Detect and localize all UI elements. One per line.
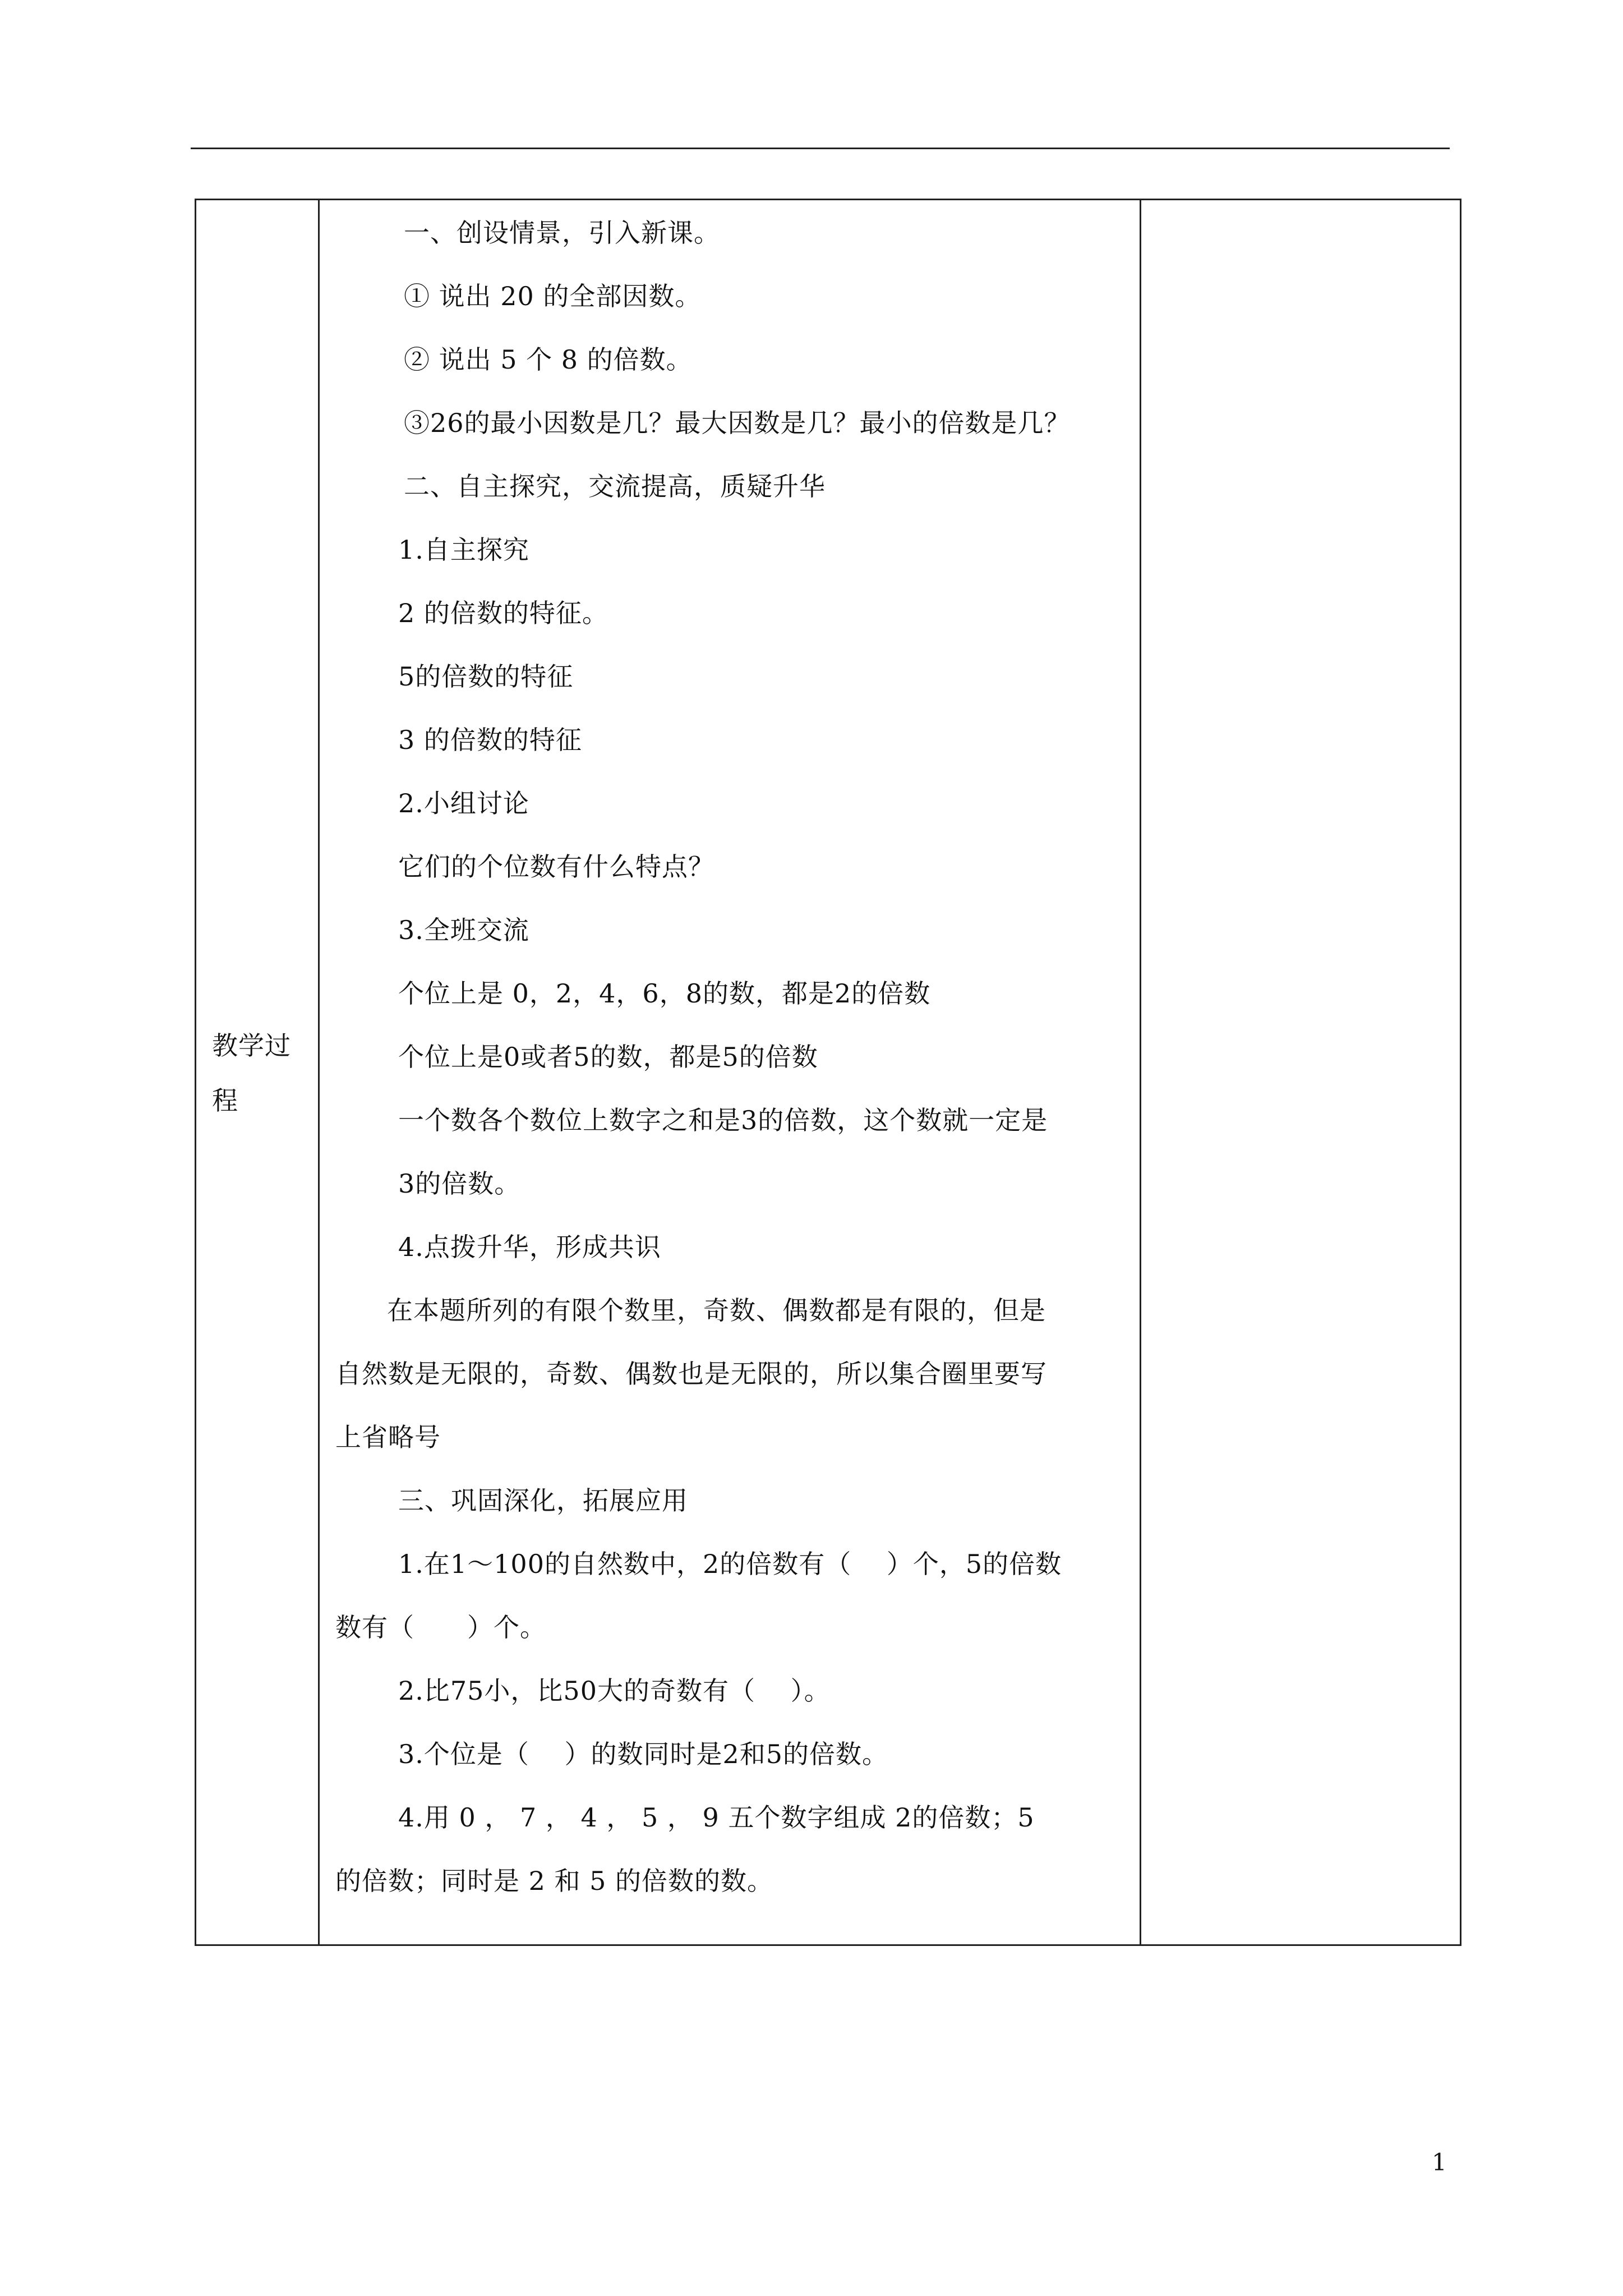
column-divider <box>318 200 320 1944</box>
content-line: 它们的个位数有什么特点？ <box>398 852 714 882</box>
content-line: 二、自主探究，交流提高，质疑升华 <box>404 471 826 501</box>
content-line: 三、巩固深化，拓展应用 <box>398 1485 688 1516</box>
content-line: 一、创设情景，引入新课。 <box>404 218 720 248</box>
notes-column <box>1150 200 1460 1944</box>
content-line: 在本题所列的有限个数里，奇数、偶数都是有限的，但是 <box>387 1295 1046 1326</box>
content-line: ② 说出 5 个 8 的倍数。 <box>404 344 693 375</box>
content-line: 一个数各个数位上数字之和是3的倍数，这个数就一定是 <box>398 1105 1048 1135</box>
content-line: 4.用 0 ， 7 ， 4 ， 5 ， 9 五个数字组成 2的倍数；5 <box>398 1802 1035 1833</box>
content-line: 的倍数；同时是 2 和 5 的倍数的数。 <box>335 1866 774 1896</box>
content-line: 数有（ ）个。 <box>335 1612 546 1642</box>
page-number: 1 <box>1432 2148 1447 2176</box>
header-rule <box>191 148 1450 149</box>
column-divider <box>1140 200 1141 1944</box>
content-line: 3.全班交流 <box>398 915 529 945</box>
content-line: 4.点拨升华，形成共识 <box>398 1232 661 1262</box>
content-line: 3.个位是（ ）的数同时是2和5的倍数。 <box>398 1739 889 1769</box>
content-line: 1.自主探究 <box>398 535 529 565</box>
content-line: 3 的倍数的特征 <box>398 725 582 755</box>
content-line: 2 的倍数的特征。 <box>398 598 608 628</box>
lesson-plan-table <box>195 199 1461 1946</box>
content-line: 个位上是 0，2，4，6，8的数，都是2的倍数 <box>398 978 931 1009</box>
content-line: 2.比75小，比50大的奇数有（ ）。 <box>398 1676 831 1706</box>
content-line: 个位上是0或者5的数，都是5的倍数 <box>398 1042 818 1072</box>
content-line: 5的倍数的特征 <box>398 661 574 692</box>
section-label: 教学过程 <box>212 1030 291 1116</box>
content-line: 3的倍数。 <box>398 1168 521 1199</box>
content-line: 1.在1～100的自然数中，2的倍数有（ ）个，5的倍数 <box>398 1549 1062 1579</box>
content-line: 自然数是无限的，奇数、偶数也是无限的，所以集合圈里要写 <box>335 1359 1047 1389</box>
content-line: 上省略号 <box>335 1422 441 1452</box>
content-line: ① 说出 20 的全部因数。 <box>404 281 702 311</box>
content-line: 2.小组讨论 <box>398 788 529 818</box>
content-line: ③26的最小因数是几？最大因数是几？最小的倍数是几？ <box>404 408 1071 438</box>
